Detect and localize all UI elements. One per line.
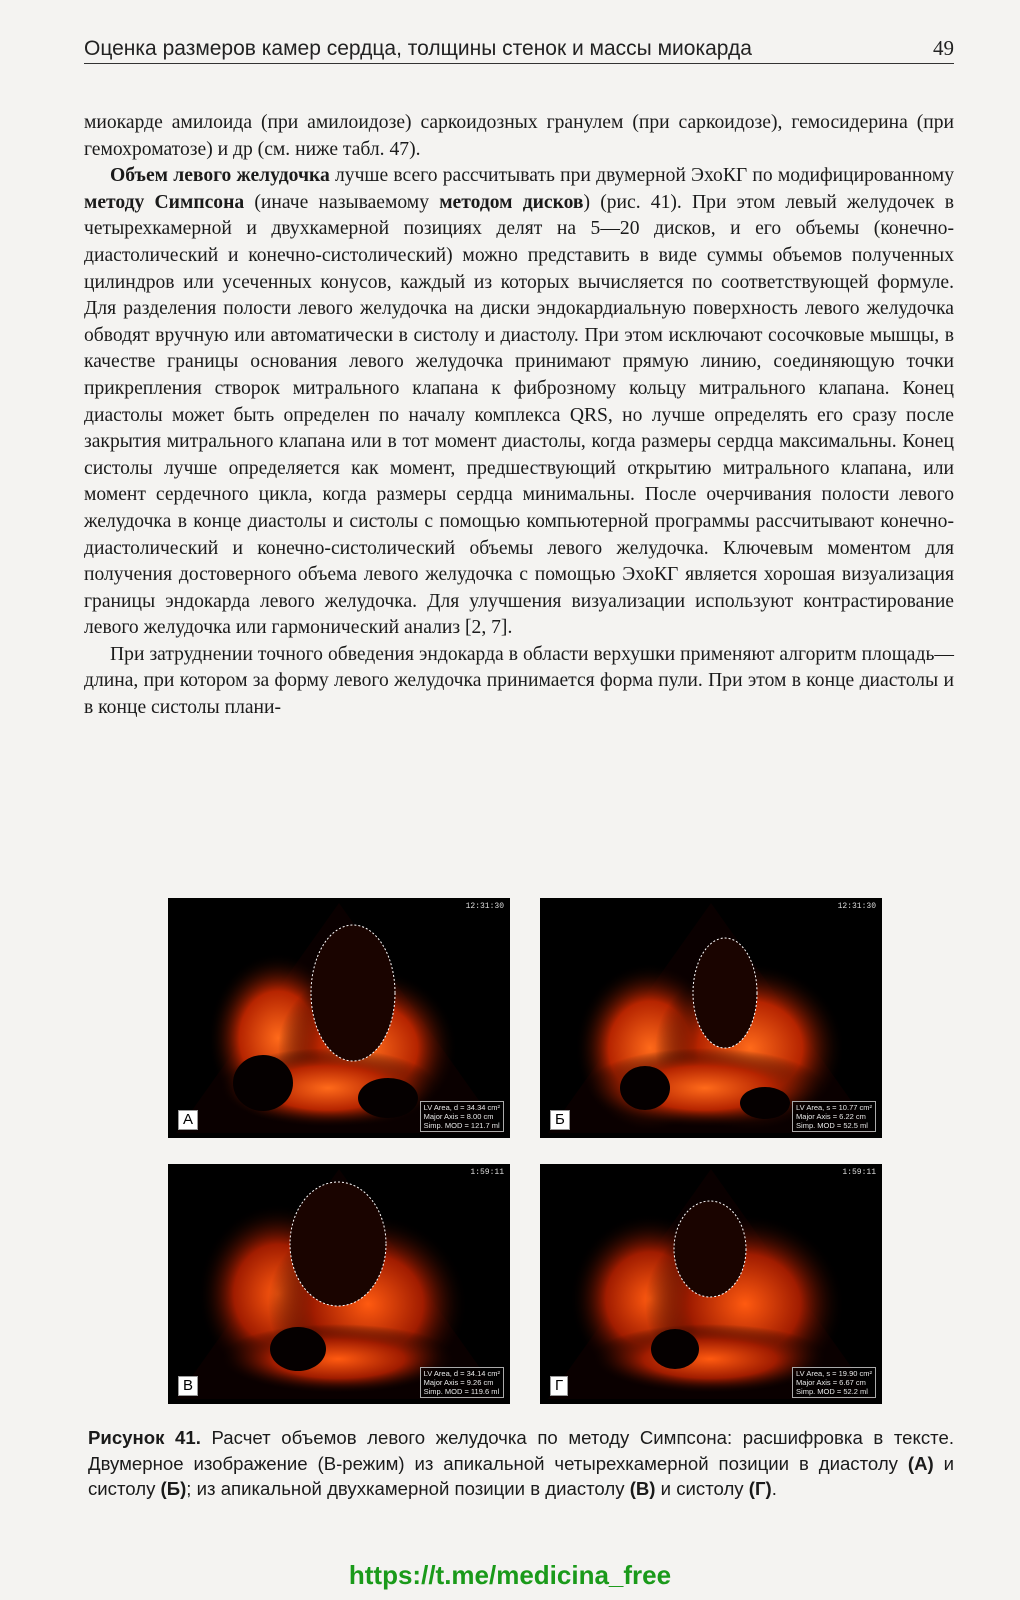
timestamp: 1:59:11	[470, 1168, 504, 1177]
caption-ref-g: (Г)	[748, 1478, 772, 1500]
measurement-volume: Simp. MOD = 119.6 ml	[423, 1387, 500, 1396]
measurement-area: LV Area, d = 34.14 cm²	[423, 1369, 500, 1378]
measurement-axis: Major Axis = 6.22 cm	[796, 1112, 866, 1121]
text-run: лучше всего рассчитывать при двумерной ЭхоКГ по модифицированному	[329, 165, 954, 187]
measurement-axis: Major Axis = 6.67 cm	[796, 1378, 866, 1387]
figure-caption	[88, 1425, 954, 1502]
text-run: .	[771, 1478, 777, 1500]
text-run: Расчет объемов левого желудочка по методу Симпсона: расшифровка в тексте. Двумерное изображение (В-режим) из апикальной четырехкамерной позиции в диастолу	[88, 1427, 954, 1474]
measurement-box	[792, 1367, 876, 1398]
paragraph-3: При затруднении точного обведения эндокарда в области верхушки применяют алгоритм площадь—длина, при котором за форму левого желудочка принимается форма пули. При этом в конце диастолы и в конце систолы плани-	[84, 643, 954, 719]
caption-ref-v: (В)	[629, 1478, 656, 1500]
echo-panel-a	[168, 898, 510, 1138]
text-run: ; из апикальной двухкамерной позиции в диастолу	[186, 1478, 630, 1500]
timestamp: 12:31:30	[837, 902, 876, 911]
header-title: Оценка размеров камер сердца, толщины стенок и массы миокарда	[84, 37, 752, 60]
paragraph-2	[84, 163, 954, 642]
panel-letter: Б	[550, 1110, 570, 1130]
footer-link[interactable]: https://t.me/medicina_free	[348, 1560, 672, 1590]
timestamp: 12:31:30	[465, 902, 504, 911]
measurement-volume: Simp. MOD = 52.2 ml	[796, 1387, 868, 1396]
text-run: (иначе называемому	[244, 191, 440, 213]
measurement-volume: Simp. MOD = 52.5 ml	[796, 1121, 868, 1130]
page-number: 49	[933, 36, 954, 60]
caption-ref-b: (Б)	[160, 1478, 187, 1500]
caption-label: Рисунок 41.	[88, 1427, 201, 1448]
running-header	[84, 36, 954, 64]
term-disk-method: методом дисков	[439, 191, 584, 213]
measurement-area: LV Area, s = 19.90 cm²	[796, 1369, 872, 1378]
figure-41	[168, 898, 885, 1420]
text-run: и систолу	[655, 1478, 749, 1500]
panel-letter: Г	[550, 1376, 568, 1396]
echo-panel-g	[540, 1164, 882, 1404]
measurement-box	[420, 1101, 504, 1132]
echo-panel-b	[540, 898, 882, 1138]
body-text	[84, 110, 954, 722]
measurement-volume: Simp. MOD = 121.7 ml	[423, 1121, 500, 1130]
measurement-box	[420, 1367, 504, 1398]
paragraph-1: миокарде амилоида (при амилоидозе) саркоидозных гранулем (при саркоидозе), гемосидерина (при гемохроматозе) и др (см. ниже табл. 47).	[84, 112, 954, 160]
timestamp: 1:59:11	[842, 1168, 876, 1177]
panel-letter: В	[178, 1376, 198, 1396]
measurement-area: LV Area, s = 10.77 cm²	[796, 1103, 872, 1112]
measurement-axis: Major Axis = 9.26 cm	[423, 1378, 494, 1387]
panel-letter: А	[178, 1110, 198, 1130]
text-run: ) (рис. 41). При этом левый желудочек в четырехкамерной и двухкамерной позициях делят на 5—20 дисков, и его объемы (конечно-диастолический и конечно-систолический) можно представить в виде суммы объемов полученных цилиндров или усеченных конусов, каждый из которых вычисляется по соответствующей формуле. Для разделения полости левого желудочка на диски эндокардиальную поверхность левого желудочка обводят вручную или автоматически в систолу и диастолу. При этом исключают сосочковые мышцы, в качестве границы основания левого желудочка принимают прямую линию, соединяющую точки прикрепления створок митрального клапана к фиброзному кольцу митрального клапана. Конец диастолы может быть определен по началу комплекса QRS, но лучше определять его сразу после закрытия митрального клапана или в тот момент диастолы, когда размеры сердца максимальны. Конец систолы лучше определяется как момент, предшествующий открытию митрального клапана, или момент сердечного цикла, когда размеры сердца минимальны. После очерчивания полости левого желудочка в конце диастолы и систолы с помощью компьютерной программы рассчитывают конечно-диастолический и конечно-систолический объемы левого желудочка. Ключевым моментом для получения достоверного объема левого желудочка с помощью ЭхоКГ является хорошая визуализация границы эндокарда левого желудочка. Для улучшения визуализации используют контрастирование левого желудочка или гармонический анализ [2, 7].	[84, 191, 954, 639]
echo-panel-v	[168, 1164, 510, 1404]
measurement-axis: Major Axis = 8.00 cm	[423, 1112, 494, 1121]
term-simpson-method: методу Симпсона	[84, 191, 245, 213]
term-lv-volume: Объем левого желудочка	[110, 165, 330, 187]
caption-ref-a: (А)	[907, 1452, 934, 1474]
measurement-area: LV Area, d = 34.34 cm²	[423, 1103, 500, 1112]
measurement-box	[792, 1101, 876, 1132]
text-run: и систолу	[88, 1452, 954, 1500]
